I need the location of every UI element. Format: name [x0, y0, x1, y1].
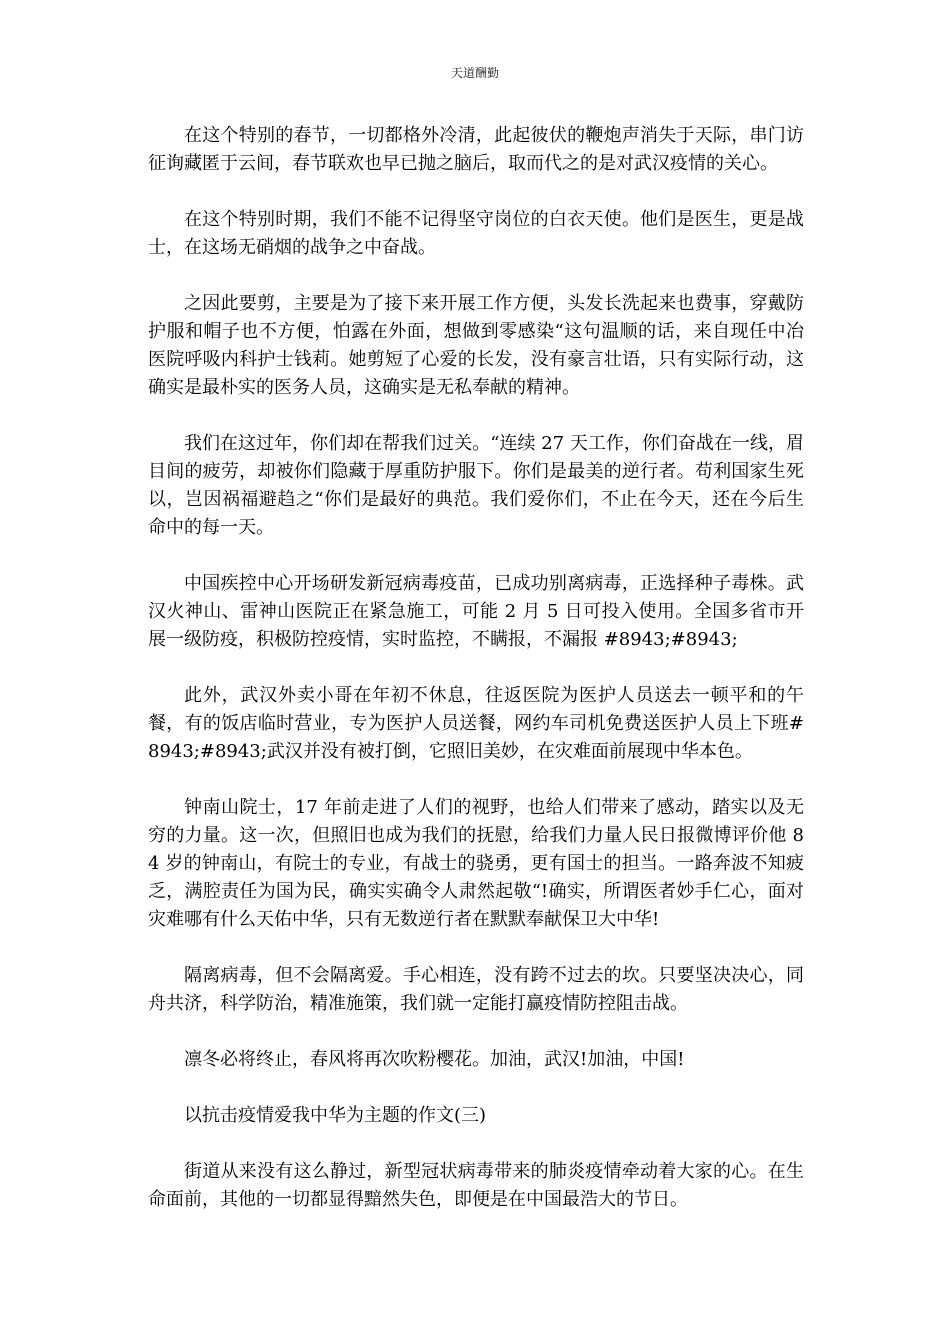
paragraph-zhong-nanshan: 钟南山院士，17 年前走进了人们的视野，也给人们带来了感动，踏实以及无穷的力量。这一次，但照旧也成为我们的抚慰，给我们力量人民日报微博评价他 84 岁的钟南山，有院士的专业，有战士的骁勇，更有国士的担当。一路奔波不知疲乏，满腔责任为国为民，确实实确令人肃然起敬“!确实，所谓医者妙手仁心，面对灾难哪有什么天佑中华，只有无数逆行者在默默奉献保卫大中华! [148, 797, 804, 930]
section-title: 以抗击疫情爱我中华为主题的作文(三) [184, 1105, 487, 1126]
document-body [148, 122, 804, 1242]
page-header: 天道酬勤 [450, 66, 499, 80]
paragraph-white-angels: 在这个特别时期，我们不能不记得坚守岗位的白衣天使。他们是医生，更是战士，在这场无硝烟的战争之中奋战。 [148, 209, 804, 258]
paragraph-nurse-haircut: 之因此要剪，主要是为了接下来开展工作方便，头发长洗起来也费事，穿戴防护服和帽子也不方便，怕露在外面，想做到零感染“这句温顺的话，来自现任中冶医院呼吸内科护士钱莉。她剪短了心爱的长发，没有豪言壮语，只有实际行动，这确实是最朴实的医务人员，这确实是无私奉献的精神。 [148, 293, 804, 398]
paragraph-spring-festival: 在这个特别的春节，一切都格外冷清，此起彼伏的鞭炮声消失于天际，串门访征询藏匿于云间，春节联欢也早已抛之脑后，取而代之的是对武汉疫情的关心。 [148, 125, 804, 174]
paragraph-thanks-medics: 我们在这过年，你们却在帮我们过关。“连续 27 天工作，你们奋战在一线，眉目间的疲劳，却被你们隐藏于厚重防护服下。你们是最美的逆行者。苟利国家生死以，岂因祸福避趋之“你们是最好的典范。我们爱你们，不止在今天，还在今后生命中的每一天。 [148, 433, 804, 538]
paragraph-delivery-drivers: 此外，武汉外卖小哥在年初不休息，往返医院为医护人员送去一顿平和的午餐，有的饭店临时营业，专为医护人员送餐，网约车司机免费送医护人员上下班#8943;#8943;武汉并没有被打倒，它照旧美妙，在灾难面前展现中华本色。 [148, 685, 804, 762]
paragraph-cheer: 凛冬必将终止，春风将再次吹粉樱花。加油，武汉!加油，中国! [184, 1049, 685, 1070]
paragraph-vaccine-hospitals: 中国疾控中心开场研发新冠病毒疫苗，已成功别离病毒，正选择种子毒株。武汉火神山、雷神山医院正在紧急施工，可能 2 月 5 日可投入使用。全国多省市开展一级防疫，积极防控疫情，实时监控，不瞒报，不漏报 #8943;#8943; [148, 573, 804, 650]
paragraph-isolate-virus: 隔离病毒，但不会隔离爱。手心相连，没有跨不过去的坎。只要坚决决心，同舟共济，科学防治，精准施策，我们就一定能打赢疫情防控阻击战。 [148, 965, 804, 1014]
paragraph-quiet-streets: 街道从来没有这么静过，新型冠状病毒带来的肺炎疫情牵动着大家的心。在生命面前，其他的一切都显得黯然失色，即便是在中国最浩大的节日。 [148, 1161, 804, 1210]
